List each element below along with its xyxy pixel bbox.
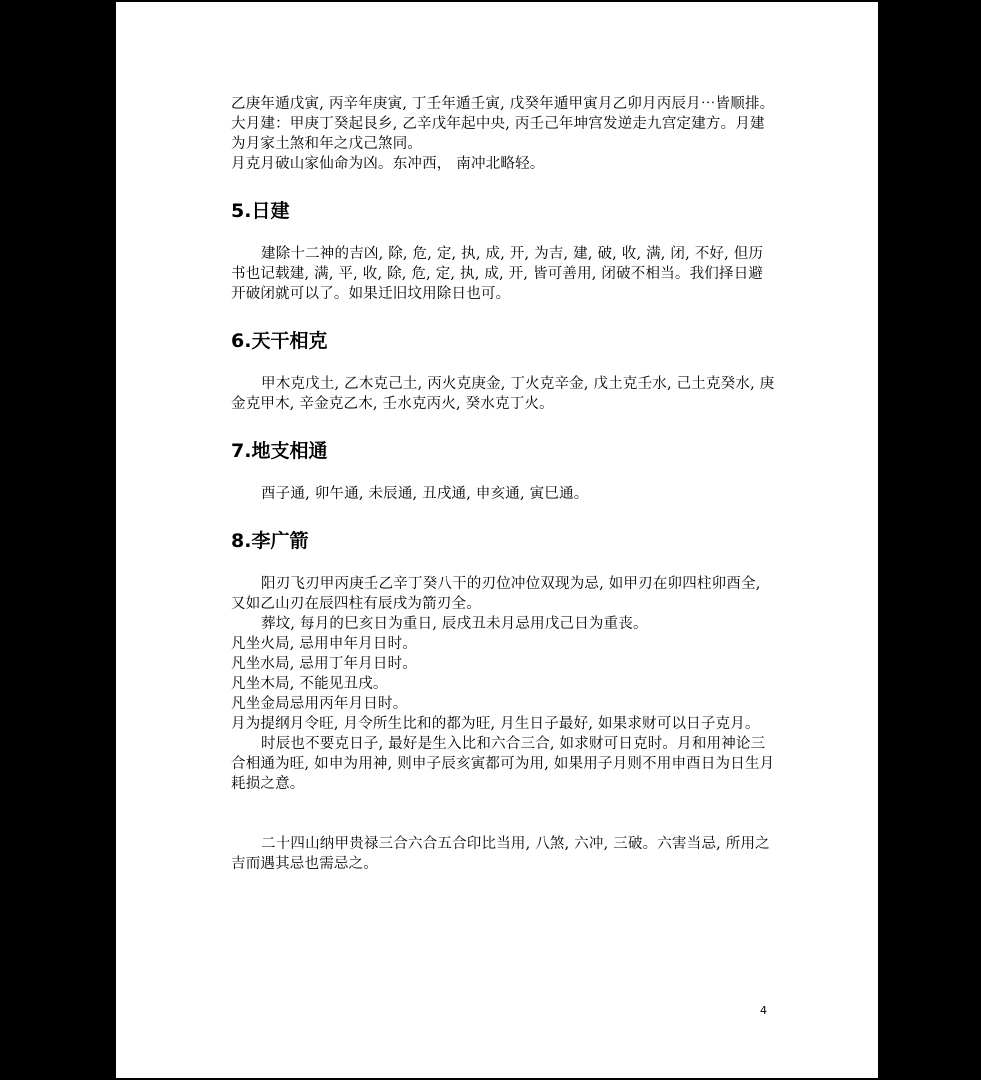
section-8-closing: 时辰也不要克日子, 最好是生入比和六合三合, 如求财可日克时。月和用神论三合相通为旺, 如申为用神, 则申子辰亥寅都可为用, 如果用子月则不用申酉日为日生月耗损之意。 <box>231 736 775 792</box>
section-8-line-5: 月为提纲月令旺, 月令所生比和的都为旺, 月生日子最好, 如果求财可以日子克月。 <box>231 716 760 732</box>
section-8-paragraph-2: 葬坟, 每月的巳亥日为重日, 辰戌丑未月忌用戊己日为重丧。 <box>261 616 648 632</box>
section-8-line-2: 凡坐水局, 忌用丁年月日时。 <box>231 656 418 672</box>
section-6-paragraph: 甲木克戊土, 乙木克己土, 丙火克庚金, 丁火克辛金, 戊土克壬水, 己土克癸水, 庚金克甲木, 辛金克乙木, 壬水克丙火, 癸水克丁火。 <box>231 376 775 412</box>
final-paragraph: 二十四山纳甲贵禄三合六合五合印比当用, 八煞, 六冲, 三破。六害当忌, 所用之吉而遇其忌也需忌之。 <box>231 836 770 872</box>
section-8-paragraph-1: 阳刃飞刃甲丙庚壬乙辛丁癸八干的刃位冲位双现为忌, 如甲刃在卯四柱卯酉全, 又如乙山刃在辰四柱有辰戌为箭刃全。 <box>231 576 761 612</box>
section-8-line-4: 凡坐金局忌用丙年月日时。 <box>231 696 408 712</box>
section-8-line-3: 凡坐木局, 不能见丑戌。 <box>231 676 388 692</box>
page-content <box>231 94 776 874</box>
intro-line-3: 月克月破山家仙命为凶。东冲西， 南冲北略轻。 <box>231 156 545 172</box>
section-heading-7: 7.地支相通 <box>231 440 328 462</box>
document-page <box>116 2 878 1078</box>
page-number: 4 <box>760 1004 767 1017</box>
section-8-line-1: 凡坐火局, 忌用申年月日时。 <box>231 636 418 652</box>
section-heading-5: 5.日建 <box>231 200 290 222</box>
section-heading-8: 8.李广箭 <box>231 530 309 552</box>
intro-line-1: 乙庚年遁戊寅, 丙辛年庚寅, 丁壬年遁壬寅, 戊癸年遁甲寅月乙卯月丙辰月⋯皆顺排。 <box>231 96 775 112</box>
section-7-paragraph: 酉子通, 卯午通, 未辰通, 丑戌通, 申亥通, 寅巳通。 <box>261 486 589 502</box>
section-5-paragraph: 建除十二神的吉凶, 除, 危, 定, 执, 成, 开, 为吉, 建, 破, 收, 满, 闭, 不好, 但历书也记载建, 满, 平, 收, 除, 危, 定, 执, 成, 开, 皆可善用, 闭破不相当。我们择日避开破闭就可以了。如果迁旧坟用除日也可。 <box>231 246 764 302</box>
intro-line-2: 大月建：甲庚丁癸起艮乡, 乙辛戊年起中央, 丙壬己年坤宫发逆走九宫定建方。月建为月家土煞和年之戊己煞同。 <box>231 116 765 152</box>
section-heading-6: 6.天干相克 <box>231 330 328 352</box>
